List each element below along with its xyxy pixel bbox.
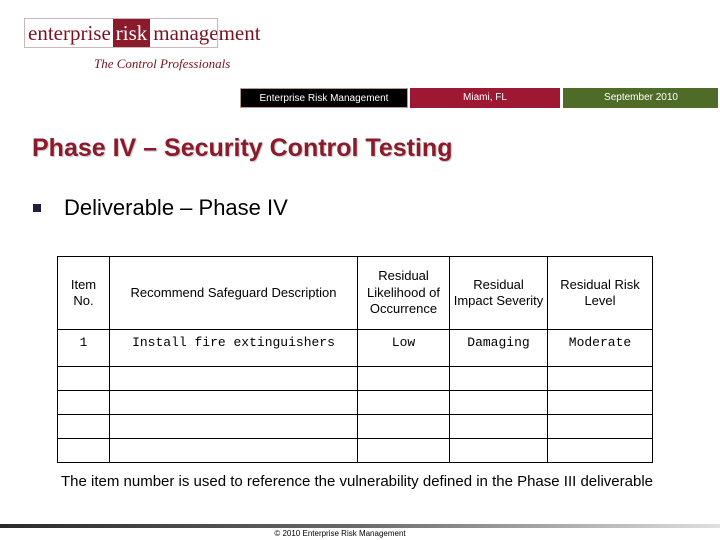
cell-risk-level: Moderate: [548, 330, 653, 367]
table-header-row: [58, 257, 653, 330]
header-safeguard-description: Recommend Safeguard Description: [110, 257, 358, 330]
empty-cell: [548, 391, 653, 415]
table-row-empty: [58, 439, 653, 463]
table-row-empty: [58, 391, 653, 415]
header-residual-impact: Residual Impact Severity: [450, 257, 548, 330]
cell-likelihood: Low: [358, 330, 450, 367]
empty-cell: [450, 391, 548, 415]
logo-word-risk: risk: [113, 18, 151, 48]
safeguard-table: [57, 256, 653, 463]
table-row: [58, 330, 653, 367]
cell-safeguard-description: Install fire extinguishers: [110, 330, 358, 367]
bullet-deliverable: Deliverable – Phase IV: [64, 195, 288, 220]
logo-word-enterprise: enterprise: [24, 18, 113, 48]
empty-cell: [58, 439, 110, 463]
cell-item-no: 1: [58, 330, 110, 367]
empty-cell: [58, 367, 110, 391]
header-bar-org: Enterprise Risk Management: [240, 88, 408, 108]
header-bar-location: Miami, FL: [410, 88, 560, 108]
empty-cell: [358, 415, 450, 439]
empty-cell: [358, 391, 450, 415]
footer-copyright: © 2010 Enterprise Risk Management: [274, 529, 406, 538]
empty-cell: [450, 367, 548, 391]
header-residual-likelihood: Residual Likelihood of Occurrence: [358, 257, 450, 330]
footer-divider: [0, 524, 720, 528]
logo-frame: [24, 18, 218, 48]
logo-tagline: The Control Professionals: [94, 56, 231, 71]
slide-title: Phase IV – Security Control Testing: [32, 134, 453, 162]
table-note: The item number is used to reference the vulnerability defined in the Phase III deliverable: [61, 473, 654, 490]
empty-cell: [58, 415, 110, 439]
bullet-square-icon: [33, 204, 41, 212]
empty-cell: [110, 391, 358, 415]
header-bar-date: September 2010: [563, 88, 718, 108]
company-logo: [24, 18, 261, 76]
table-row-empty: [58, 415, 653, 439]
header-residual-risk-level: Residual Risk Level: [548, 257, 653, 330]
empty-cell: [548, 367, 653, 391]
empty-cell: [450, 415, 548, 439]
empty-cell: [358, 367, 450, 391]
empty-cell: [110, 415, 358, 439]
empty-cell: [450, 439, 548, 463]
empty-cell: [548, 415, 653, 439]
header-item-no: Item No.: [58, 257, 110, 330]
cell-impact: Damaging: [450, 330, 548, 367]
empty-cell: [548, 439, 653, 463]
table-row-empty: [58, 367, 653, 391]
empty-cell: [58, 391, 110, 415]
empty-cell: [358, 439, 450, 463]
logo-word-management: management: [153, 21, 261, 45]
empty-cell: [110, 439, 358, 463]
empty-cell: [110, 367, 358, 391]
